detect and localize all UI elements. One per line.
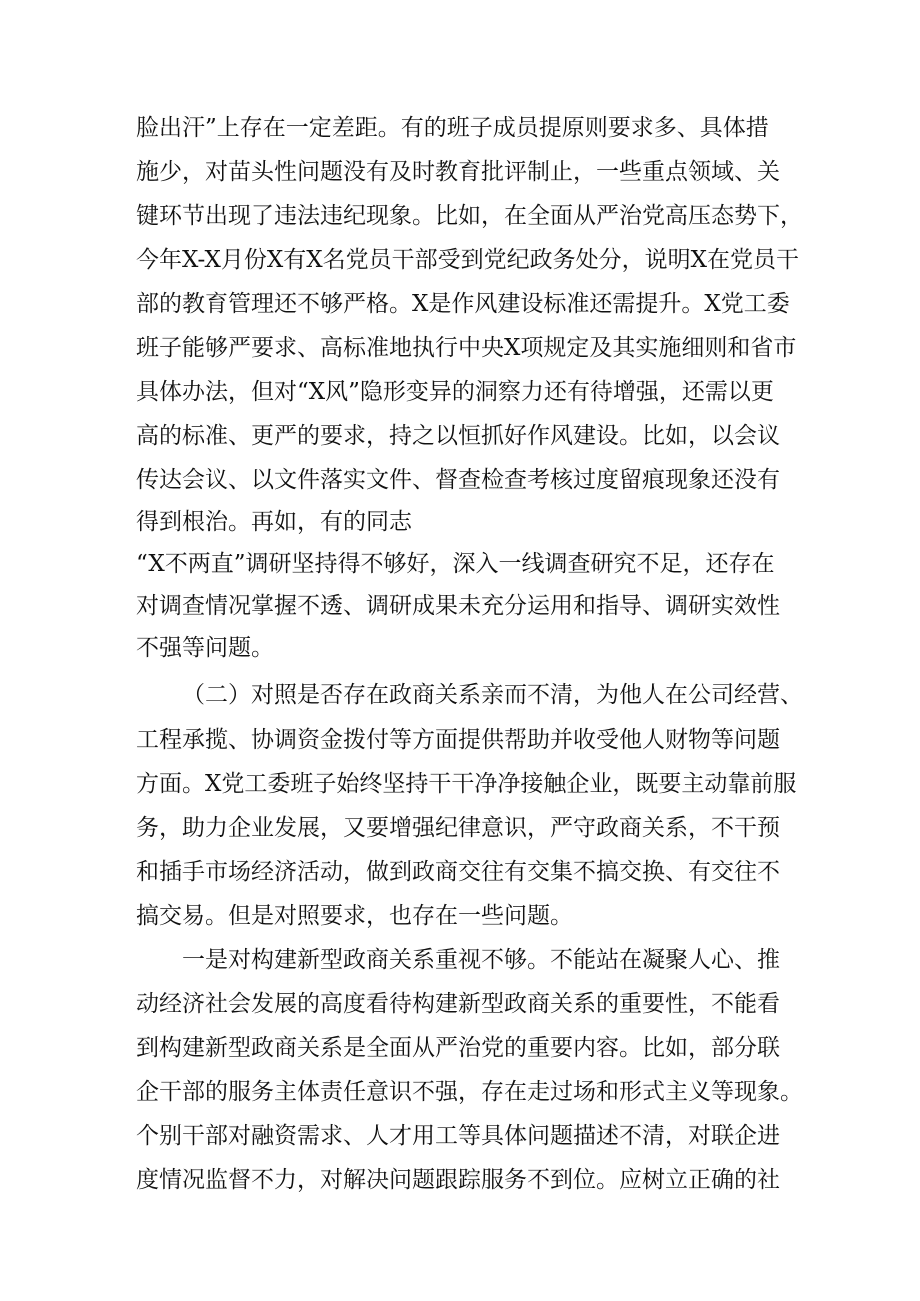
- text-line: 到构建新型政商关系是全面从严治党的重要内容。比如，部分联: [136, 1035, 780, 1061]
- text-line: 度情况监督不力，对解决问题跟踪服务不到位。应树立正确的社: [136, 1167, 780, 1193]
- text-line: 具体办法，但对“X风”隐形变异的洞察力还有待增强，还需以更: [136, 379, 774, 405]
- text-line: 工程承揽、协调资金拨付等方面提供帮助并收受他人财物等问题: [136, 727, 780, 753]
- paragraph-first-line: （二）对照是否存在政商关系亲而不清，为他人在公司经营、: [182, 682, 803, 708]
- paragraph-first-line: 一是对构建新型政商关系重视不够。不能站在凝聚人心、推: [182, 947, 780, 973]
- text-line: 和插手市场经济活动，做到政商交往有交集不搞交换、有交往不: [136, 859, 780, 885]
- text-line: 传达会议、以文件落实文件、督查检查考核过度留痕现象还没有: [136, 467, 780, 493]
- text-line: 键环节出现了违法违纪现象。比如，在全面从严治党高压态势下，: [136, 203, 803, 229]
- text-line: 务，助力企业发展，又要增强纪律意识，严守政商关系，不干预: [136, 815, 780, 841]
- text-line: 高的标准、更严的要求，持之以恒抓好作风建设。比如，以会议: [136, 423, 780, 449]
- text-line: 企干部的服务主体责任意识不强，存在走过场和形式主义等现象。: [136, 1079, 803, 1105]
- text-line: 得到根治。再如，有的同志: [136, 509, 412, 535]
- text-line: 不强等问题。: [136, 635, 274, 661]
- text-line: 班子能够严要求、高标准地执行中央X项规定及其实施细则和省市: [136, 335, 797, 361]
- text-line: 动经济社会发展的高度看待构建新型政商关系的重要性，不能看: [136, 991, 780, 1017]
- text-line: 方面。X党工委班子始终坚持干干净净接触企业，既要主动靠前服: [136, 771, 797, 797]
- text-line: 个别干部对融资需求、人才用工等具体问题描述不清，对联企进: [136, 1123, 780, 1149]
- text-line: “X不两直”调研坚持得不够好，深入一线调查研究不足，还存在: [136, 551, 775, 577]
- text-line: 今年X-X月份X有X名党员干部受到党纪政务处分，说明X在党员干: [136, 247, 800, 273]
- text-line: 施少，对苗头性问题没有及时教育批评制止，一些重点领域、关: [136, 159, 780, 185]
- text-line: 脸出汗”上存在一定差距。有的班子成员提原则要求多、具体措: [136, 115, 769, 141]
- text-line: 搞交易。但是对照要求，也存在一些问题。: [136, 903, 573, 929]
- text-line: 对调查情况掌握不透、调研成果未充分运用和指导、调研实效性: [136, 593, 780, 619]
- text-line: 部的教育管理还不够严格。X是作风建设标准还需提升。X党工委: [136, 291, 790, 317]
